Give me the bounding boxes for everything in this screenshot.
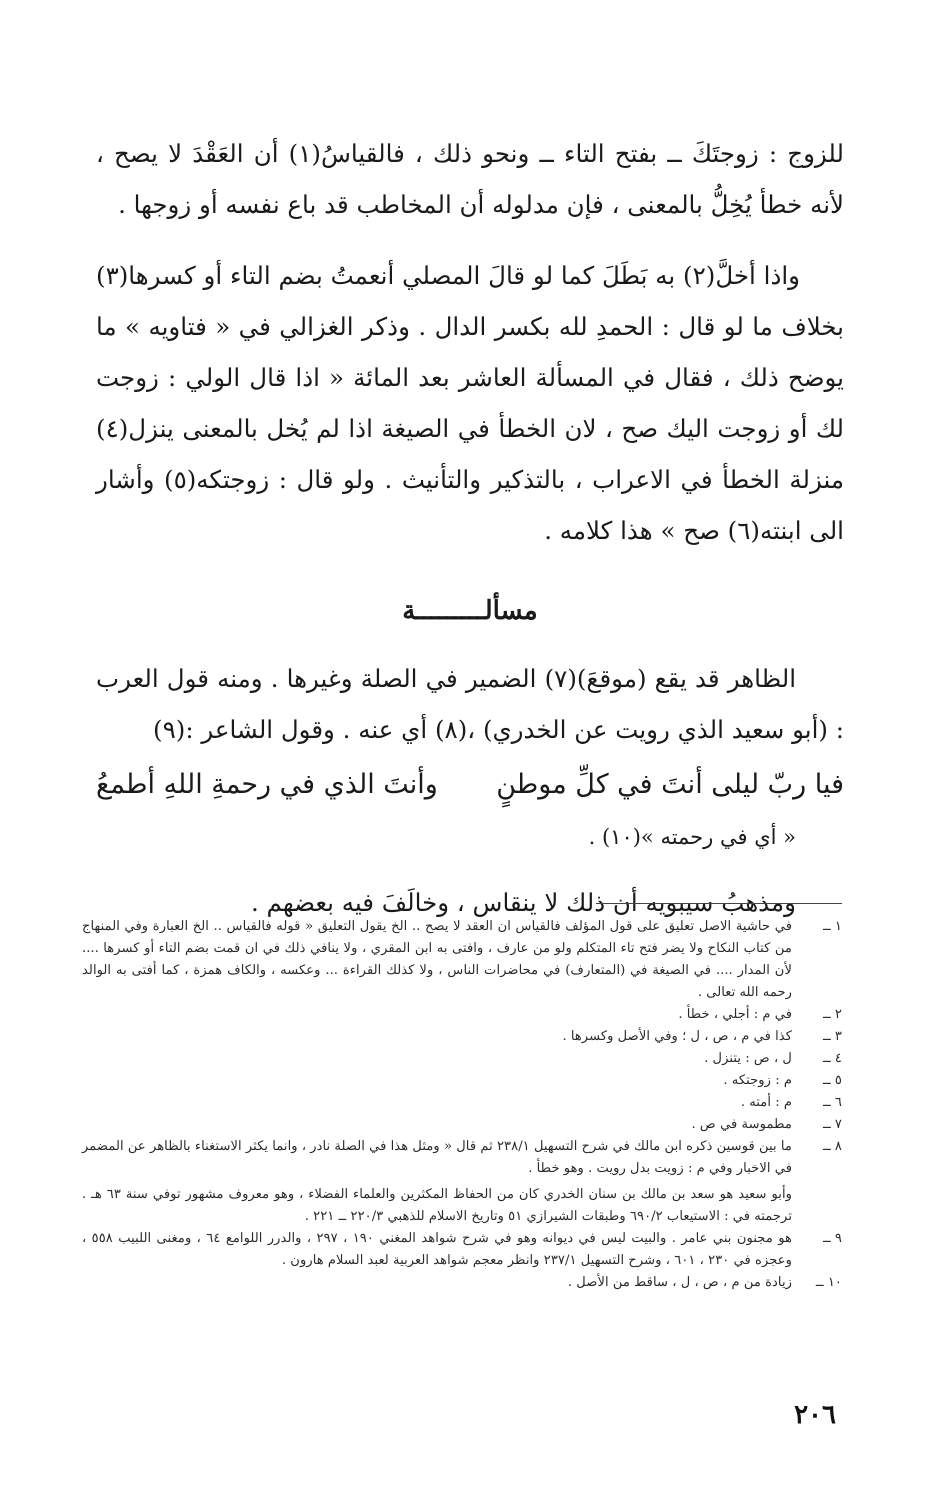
footnote-text: م : أمته . — [740, 1095, 792, 1110]
footnote-text: في حاشية الاصل تعليق على قول المؤلف فالقياس ان العقد لا يصح .. الخ يقول التعليق « قوله فالقياس .. الخ العبارة وفي المنهاج من كتاب النكاح ولا يضر فتح تاء المتكلم ولو من عارف ، وافتى به ابن المقري ، ولا ينافي ذلك في ان قمت بضم التاء أو كسرها .... لأن المدار .... في الصيغة في (المتعارف) في محاضرات الناس ، ولا كذلك القراءة ... وعكسه ، والكاف همزة ، كما أفتى به الوالد رحمه الله تعالى . — [82, 919, 792, 1000]
footnote-text: وأبو سعيد هو سعد بن مالك بن سنان الخدري كان من الحفاظ المكثرين والعلماء الفضلاء ، وهو معروف مشهور توفي سنة ٦٣ هـ . ترجمته في : الاستيعاب ٦٩٠/٢ وطبقات الشيرازي ٥١ وتاريخ الاسلام للذهبي ٢٢٠/٣ ــ ٢٢١ . — [82, 1187, 792, 1224]
paragraph-4: ومذهبُ سيبويه أن ذلك لا ينقاس ، وخالَفَ فيه بعضهم . — [250, 888, 796, 917]
footnote-item — [82, 1092, 842, 1114]
paragraph-2: واذا أخلَّ(٢) به بَطَلَ كما لو قالَ المصلي أنعمتُ بضم التاء أو كسرها(٣) بخلاف ما لو قال : الحمدِ لله بكسر الدال . وذكر الغزالي في « فتاويه » ما يوضح ذلك ، فقال في المسألة العاشر بعد المائة « اذا قال الولي : زوجت لك أو زوجت اليك صح ، لان الخطأ في الصيغة اذا لم يُخل بالمعنى ينزل(٤) منزلة الخطأ في الاعراب ، بالتذكير والتأنيث . ولو قال : زوجتكه(٥) وأشار الى ابنته(٦) صح » هذا كلامه . — [96, 261, 844, 545]
verse-first-hemistich: فيا ربّ ليلى أنتَ في كلِّ موطنٍ — [496, 769, 844, 800]
poem-verse — [96, 759, 844, 810]
footnote-text: زيادة من م ، ص ، ل ، ساقط من الأصل . — [567, 1275, 792, 1290]
footnotes-section — [82, 916, 842, 1294]
footnote-number: ١٠ ــ — [815, 1275, 842, 1290]
footnote-item — [82, 1048, 842, 1070]
verse-second-hemistich: وأنتَ الذي في رحمةِ اللهِ أطمعُ — [96, 769, 438, 800]
footnote-item — [82, 1114, 842, 1136]
footnote-text: ل ، ص : يتنزل . — [704, 1051, 792, 1066]
footnote-number: ٧ ــ — [822, 1117, 842, 1132]
verse-note: « أي في رحمته »(١٠) . — [588, 825, 796, 849]
paragraph-3: الظاهر قد يقع (موقعَ)(٧) الضمير في الصلة وغيرها . ومنه قول العرب : (أبو سعيد الذي رويت عن الخدري) ،(٨) أي عنه . وقول الشاعر :(٩) — [96, 664, 844, 744]
section-heading: مسألـــــــــة — [402, 596, 538, 626]
footnote-item — [82, 1004, 842, 1026]
page-number: ٢٠٦ — [794, 1400, 836, 1430]
footnote-number: ١ ــ — [822, 919, 842, 934]
footnote-number: ٤ ــ — [822, 1051, 842, 1066]
footnote-number: ٣ ــ — [822, 1029, 842, 1044]
main-body-text — [96, 128, 844, 928]
footnote-text: مطموسة في ص . — [691, 1117, 792, 1132]
footnote-text: كذا في م ، ص ، ل ؛ وفي الأصل وكسرها . — [562, 1029, 792, 1044]
paragraph-1: للزوج : زوجتَكَ ــ بفتح التاء ــ ونحو ذلك ، فالقياسُ(١) أن العَقْدَ لا يصح ، لأنه خطأ يُخِلُّ بالمعنى ، فإن مدلوله أن المخاطب قد باع نفسه أو زوجها . — [96, 139, 845, 219]
footnote-continuation — [82, 1184, 842, 1228]
footnote-item — [82, 1228, 842, 1272]
footnote-text: ما بين قوسين ذكره ابن مالك في شرح التسهيل ٢٣٨/١ ثم قال « ومثل هذا في الصلة نادر ، وانما يكثر الاستغناء بالظاهر عن المضمر في الاخبار وفي م : زويت بدل رويت . وهو خطأ . — [82, 1139, 792, 1176]
footnote-number: ٦ ــ — [822, 1095, 842, 1110]
footnote-item — [82, 916, 842, 1004]
footnote-item — [82, 1026, 842, 1048]
footnote-text: في م : أجلي ، خطأ . — [678, 1007, 792, 1022]
footnote-number: ٨ ــ — [822, 1139, 842, 1154]
footnote-text: هو مجنون بني عامر . والبيت ليس في ديوانه وهو في شرح شواهد المغني ١٩٠ ، ٢٩٧ ، والدرر اللوامع ٦٤ ، ومغنى اللبيب ٥٥٨ ، وعجزه في ٢٣٠ ، ٦٠١ ، وشرح التسهيل ٢٣٧/١ وانظر معجم شواهد العربية لعبد السلام هارون . — [82, 1231, 793, 1268]
footnote-item — [82, 1070, 842, 1092]
footnote-item — [82, 1136, 842, 1180]
footnote-number: ٢ ــ — [822, 1007, 842, 1022]
footnote-number: ٩ ــ — [822, 1231, 842, 1246]
footnote-separator — [596, 903, 842, 904]
footnote-item — [82, 1272, 842, 1294]
footnote-text: م : زوجتكه . — [723, 1073, 792, 1088]
footnote-number: ٥ ــ — [822, 1073, 842, 1088]
